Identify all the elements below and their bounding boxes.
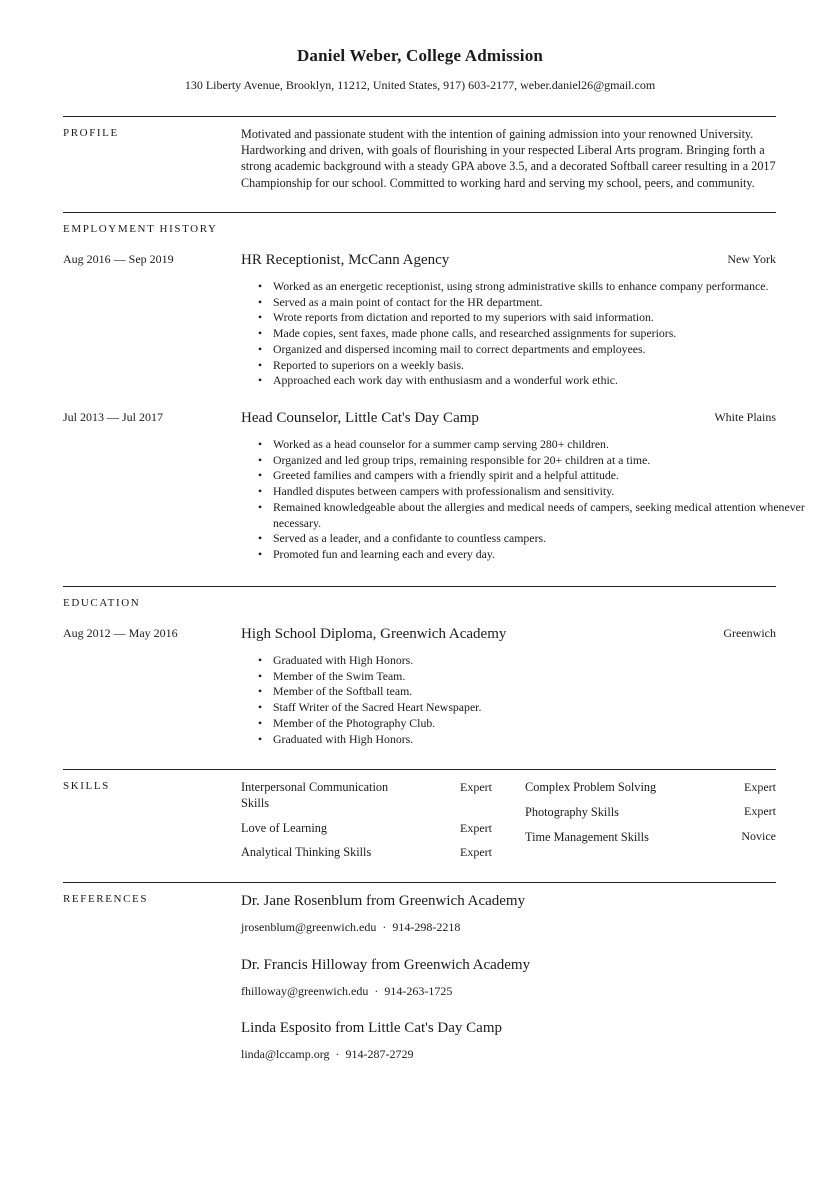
skill-name: Complex Problem Solving xyxy=(525,780,657,794)
list-item: • Approached each work day with enthusiasm and a wonderful work ethic. xyxy=(273,373,808,389)
skill-name: Photography Skills xyxy=(525,805,619,819)
section-divider xyxy=(63,116,776,117)
skill-level: Novice xyxy=(741,829,776,843)
job-title: HR Receptionist, McCann Agency xyxy=(241,252,450,268)
list-item: • Remained knowledgeable about the allergies and medical needs of campers, seeking medical attention whenever necessary. xyxy=(273,500,808,531)
profile-section-title: PROFILE xyxy=(63,127,119,139)
reference-phone: 914-287-2729 xyxy=(345,1047,414,1061)
job-bullet-list xyxy=(241,279,808,389)
contact-line: 130 Liberty Avenue, Brooklyn, 11212, United States, 917) 603-2177, weber.daniel26@gmail.com xyxy=(184,78,656,92)
skill-name: Analytical Thinking Skills xyxy=(241,845,372,859)
education-location: Greenwich xyxy=(723,626,776,640)
employment-section-title: EMPLOYMENT HISTORY xyxy=(63,223,218,235)
list-item: • Reported to superiors on a weekly basis. xyxy=(273,358,808,374)
skills-section-title: SKILLS xyxy=(63,780,110,792)
education-bullet-list xyxy=(241,653,808,747)
reference-email[interactable]: jrosenblum@greenwich.edu xyxy=(241,920,377,934)
section-divider xyxy=(63,212,776,213)
list-item: • Graduated with High Honors. xyxy=(273,653,808,669)
skill-level: Expert xyxy=(744,804,776,818)
profile-text: Motivated and passionate student with the intention of gaining admission into your renowned University. Hardworking and driven, with goals of flourishing in your respected Liberal Arts program. Bringing forth a strong academic background with a steady GPA above 3.5, and a decorated Softball career resulting in a 2017 Championship for our school. Committed to working hard and serving my school, peers, and community. xyxy=(241,127,776,190)
education-dates: Aug 2012 — May 2016 xyxy=(63,626,178,640)
skill-level: Expert xyxy=(460,780,492,794)
list-item: • Promoted fun and learning each and every day. xyxy=(273,547,808,563)
reference-name: Dr. Jane Rosenblum from Greenwich Academy xyxy=(241,893,526,909)
list-item: • Staff Writer of the Sacred Heart Newspaper. xyxy=(273,700,808,716)
section-divider xyxy=(63,586,776,587)
reference-email[interactable]: fhilloway@greenwich.edu xyxy=(241,984,369,998)
references-section-title: REFERENCES xyxy=(63,893,149,905)
job-bullet-list xyxy=(241,437,808,563)
skill-name: Time Management Skills xyxy=(525,830,649,844)
skill-level: Expert xyxy=(460,821,492,835)
reference-phone: 914-298-2218 xyxy=(392,920,461,934)
list-item: • Made copies, sent faxes, made phone calls, and researched assignments for superiors. xyxy=(273,326,808,342)
list-item: • Organized and dispersed incoming mail to correct departments and employees. xyxy=(273,342,808,358)
skill-name: Interpersonal Communication Skills xyxy=(241,780,389,810)
reference-email[interactable]: linda@lccamp.org xyxy=(241,1047,330,1061)
job-title: Head Counselor, Little Cat's Day Camp xyxy=(241,410,479,426)
job-location: New York xyxy=(727,252,776,266)
list-item: • Organized and led group trips, remaining responsible for 20+ children at a time. xyxy=(273,453,808,469)
list-item: • Served as a leader, and a confidante to countless campers. xyxy=(273,531,808,547)
section-divider xyxy=(63,769,776,770)
reference-name: Linda Esposito from Little Cat's Day Camp xyxy=(241,1020,502,1036)
separator-dot: · xyxy=(374,984,379,998)
list-item: • Wrote reports from dictation and reported to my superiors with said information. xyxy=(273,310,808,326)
reference-name: Dr. Francis Hilloway from Greenwich Academy xyxy=(241,957,531,973)
job-dates: Jul 2013 — Jul 2017 xyxy=(63,410,164,424)
list-item: • Worked as a head counselor for a summer camp serving 280+ children. xyxy=(273,437,808,453)
reference-phone: 914-263-1725 xyxy=(384,984,453,998)
section-divider xyxy=(63,882,776,883)
job-location: White Plains xyxy=(714,410,776,424)
skill-level: Expert xyxy=(460,845,492,859)
reference-contact xyxy=(241,1047,413,1062)
skill-name: Love of Learning xyxy=(241,821,328,835)
reference-contact xyxy=(241,920,460,935)
skill-level: Expert xyxy=(744,780,776,794)
separator-dot: · xyxy=(335,1047,340,1061)
list-item: • Handled disputes between campers with professionalism and sensitivity. xyxy=(273,484,808,500)
list-item: • Member of the Swim Team. xyxy=(273,669,808,685)
separator-dot: · xyxy=(382,920,387,934)
list-item: • Greeted families and campers with a friendly spirit and a helpful attitude. xyxy=(273,468,808,484)
list-item: • Member of the Photography Club. xyxy=(273,716,808,732)
candidate-name: Daniel Weber, College Admission xyxy=(296,46,544,65)
education-title: High School Diploma, Greenwich Academy xyxy=(241,626,507,642)
list-item: • Served as a main point of contact for the HR department. xyxy=(273,295,808,311)
reference-contact xyxy=(241,984,452,999)
job-dates: Aug 2016 — Sep 2019 xyxy=(63,252,174,266)
list-item: • Member of the Softball team. xyxy=(273,684,808,700)
list-item: • Worked as an energetic receptionist, using strong administrative skills to enhance company performance. xyxy=(273,279,808,295)
list-item: • Graduated with High Honors. xyxy=(273,732,808,748)
education-section-title: EDUCATION xyxy=(63,597,141,609)
